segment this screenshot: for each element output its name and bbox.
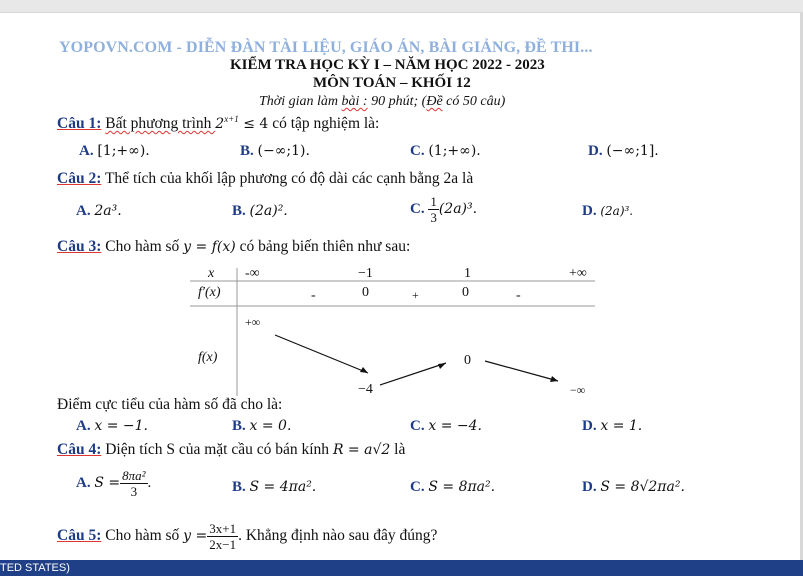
document-page[interactable] [0,12,803,561]
table-fp-label: f′(x) [198,285,221,300]
q2-option-d[interactable]: D. (2a)³. [582,203,634,219]
question-2 [57,170,473,188]
x-value: 1 [464,266,471,281]
question-3-prompt: Điểm cực tiểu của hàm số đã cho là: [57,396,283,413]
question-label: Câu 5: [57,527,102,545]
arrow-down-1 [275,335,368,373]
question-label: Câu 2: [57,170,102,187]
fp-sign: + [412,288,419,302]
fp-value: 0 [362,285,369,300]
question-text: Bất phương trình [105,115,216,133]
arrow-down-2 [485,361,558,381]
q1-option-a[interactable]: A. [1;+∞). [79,143,150,159]
q4-option-a[interactable]: A. S = $\frac{\text{8πa²}}{3}$ . [76,468,152,499]
q4-option-c[interactable]: C. S = 8πa². [410,479,496,495]
variation-table-lines [190,268,600,398]
x-value: +∞ [569,266,587,281]
q1-option-d[interactable]: D. (−∞;1]. [588,143,659,159]
q3-option-d[interactable]: D. x = 1. [582,418,643,434]
exam-title: KIỂM TRA HỌC KỲ I – NĂM HỌC 2022 - 2023 [230,57,545,73]
question-label: Câu 4: [57,441,102,458]
q2-option-b[interactable]: B. (2a)². [232,203,288,219]
q4-option-b[interactable]: B. S = 4πa². [232,479,317,495]
q2-option-a[interactable]: A. 2a³. [76,203,122,219]
q4-option-d[interactable]: D. S = 8√2πa². [582,479,685,495]
variation-table [190,268,600,398]
q3-option-c[interactable]: C. x = −4. [410,418,482,434]
question-3: Câu 3: Cho hàm số y = f(x) có bảng biến thiên như sau: [57,238,411,255]
q1-option-b[interactable]: B. (−∞;1). [240,143,310,159]
arrow-up [380,363,446,385]
x-value: −1 [358,266,373,281]
q1-option-c[interactable]: C. (1;+∞). [410,143,481,159]
table-x-label: x [208,266,215,281]
f-value: 0 [464,353,471,368]
question-label: Câu 1: [57,115,102,133]
f-value: +∞ [245,315,261,329]
watermark-text: YOPOVN.COM - DIỄN ĐÀN TÀI LIỆU, GIÁO ÁN, BÀI GIẢNG, ĐỀ THI... [59,39,593,56]
question-text: Thể tích của khối lập phương có độ dài các cạnh bằng 2a là [104,170,474,187]
f-value: −∞ [570,383,586,397]
x-value: -∞ [245,266,260,281]
q3-option-b[interactable]: B. x = 0. [232,418,292,434]
q2-option-c[interactable]: C. $\frac{1}{3}$ (2a)³. [410,194,478,225]
exam-subject: MÔN TOÁN – KHỐI 12 [313,75,471,91]
fp-sign: - [311,288,316,303]
q3-option-a[interactable]: A. x = −1. [76,418,148,434]
exam-duration: Thời gian làm bài : 90 phút; (Đề có 50 câu) [259,94,506,109]
question-1: Câu 1: Bất phương trình $2^{x+1} \le 4$ có tập nghiệm là: [57,114,380,133]
fp-value: 0 [462,285,469,300]
table-f-label: f(x) [198,350,218,365]
question-5: Câu 5: Cho hàm số y = $\frac{3x+1}{2x-1}$ . Khẳng định nào sau đây đúng? [57,521,438,552]
f-value: −4 [358,382,373,397]
fp-sign: - [516,288,521,303]
language-indicator[interactable]: TED STATES) [0,562,70,574]
question-4: Câu 4: Diện tích S của mặt cầu có bán kính R = a√2 là [57,441,406,458]
status-bar [0,560,803,576]
question-label: Câu 3: [57,238,102,255]
